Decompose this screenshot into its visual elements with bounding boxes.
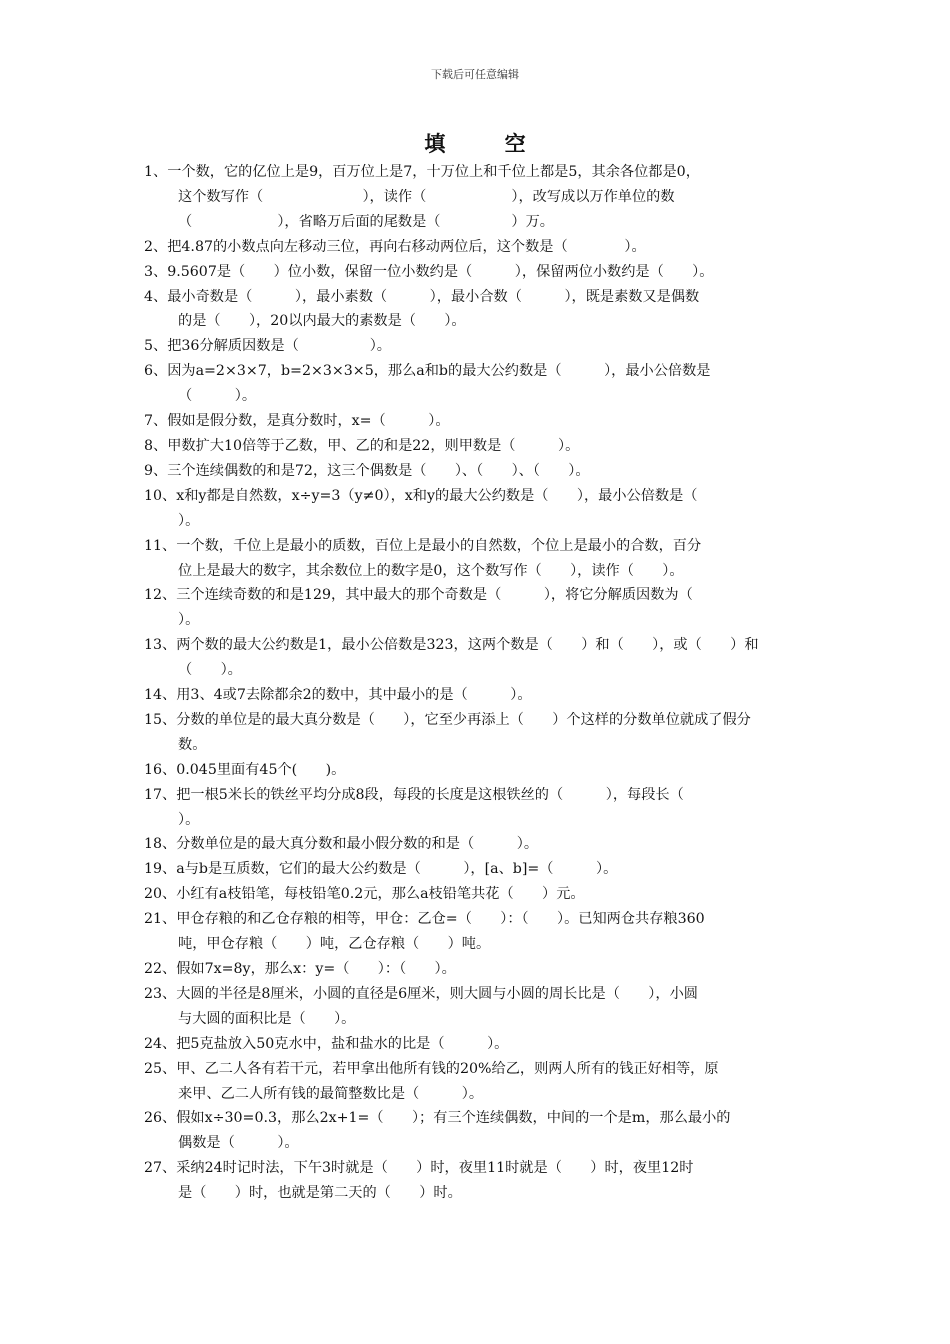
question-text: 18、分数单位是的最大真分数和最小假分数的和是（ ）。 xyxy=(144,836,539,853)
question-item xyxy=(144,982,812,1032)
question-item xyxy=(144,235,812,260)
question-text: 27、采纳24时记时法，下午3时就是（ ）时，夜里11时就是（ ）时，夜里12时 xyxy=(144,1160,694,1177)
question-item xyxy=(144,459,812,484)
question-text: 11、一个数，千位上是最小的质数，百位上是最小的自然数，个位上是最小的合数，百分 xyxy=(144,537,702,554)
question-text: 7、假如是假分数，是真分数时，x=（ ）。 xyxy=(144,413,450,430)
question-continuation: 与大圆的面积比是（ ）。 xyxy=(178,1010,356,1027)
question-continuation: 的是（ ），20以内最大的素数是（ ）。 xyxy=(178,313,466,330)
question-text: 26、假如x÷30=0.3，那么2x+1=（ ）；有三个连续偶数，中间的一个是m，那么最小的 xyxy=(144,1110,731,1127)
question-item xyxy=(144,683,812,708)
question-continuation: ）。 xyxy=(178,512,200,529)
question-list xyxy=(144,160,812,1206)
question-text: 14、用3、4或7去除都余2的数中，其中最小的是（ ）。 xyxy=(144,687,532,704)
question-continuation: （ ）。 xyxy=(178,662,242,679)
question-item xyxy=(144,758,812,783)
question-continuation: （ ），省略万后面的尾数是（ ）万。 xyxy=(178,213,554,230)
question-text: 16、0.045里面有45个( )。 xyxy=(144,761,346,778)
question-text: 23、大圆的半径是8厘米，小圆的直径是6厘米，则大圆与小圆的周长比是（ ），小圆 xyxy=(144,985,698,1002)
header-note: 下载后可任意编辑 xyxy=(431,68,519,81)
question-item xyxy=(144,857,812,882)
question-continuation: 吨，甲仓存粮（ ）吨，乙仓存粮（ ）吨。 xyxy=(178,936,491,953)
question-continuation: （ ）。 xyxy=(178,388,257,405)
question-item xyxy=(144,334,812,359)
question-text: 20、小红有a枝铅笔，每枝铅笔0.2元，那么a枝铅笔共花（ ）元。 xyxy=(144,886,585,903)
question-item xyxy=(144,160,812,235)
page-title: 填 空 xyxy=(424,132,552,156)
question-item xyxy=(144,260,812,285)
question-item xyxy=(144,907,812,957)
question-item xyxy=(144,409,812,434)
question-text: 9、三个连续偶数的和是72，这三个偶数是（ ）、（ ）、（ ）。 xyxy=(144,462,590,479)
question-continuation: 来甲、乙二人所有钱的最简整数比是（ ）。 xyxy=(178,1085,484,1102)
question-continuation: 偶数是（ ）。 xyxy=(178,1135,299,1152)
question-text: 4、最小奇数是（ ），最小素数（ ），最小合数（ ），既是素数又是偶数 xyxy=(144,288,700,305)
question-continuation: ）。 xyxy=(178,612,200,629)
question-item xyxy=(144,359,812,409)
question-item xyxy=(144,1106,812,1156)
question-text: 15、分数的单位是的最大真分数是（ ），它至少再添上（ ）个这样的分数单位就成了假分 xyxy=(144,711,751,728)
question-text: 8、甲数扩大10倍等于乙数，甲、乙的和是22，则甲数是（ ）。 xyxy=(144,437,580,454)
question-item xyxy=(144,434,812,459)
question-text: 1、一个数，它的亿位上是9，百万位上是7，十万位上和千位上都是5，其余各位都是0， xyxy=(144,164,700,180)
question-item xyxy=(144,1032,812,1057)
question-text: 24、把5克盐放入50克水中，盐和盐水的比是（ ）。 xyxy=(144,1035,509,1052)
question-continuation: 是（ ）时，也就是第二天的（ ）时。 xyxy=(178,1185,462,1202)
question-item xyxy=(144,583,812,633)
question-item xyxy=(144,957,812,982)
question-item xyxy=(144,708,812,758)
question-item xyxy=(144,1057,812,1107)
question-text: 5、把36分解质因数是（ ）。 xyxy=(144,338,391,355)
question-text: 2、把4.87的小数点向左移动三位，再向右移动两位后，这个数是（ ）。 xyxy=(144,238,646,255)
question-text: 12、三个连续奇数的和是129，其中最大的那个奇数是（ ），将它分解质因数为（ xyxy=(144,587,693,604)
question-text: 22、假如7x=8y，那么x：y=（ ）：（ ）。 xyxy=(144,961,456,977)
question-text: 6、因为a=2×3×7，b=2×3×3×5，那么a和b的最大公约数是（ ），最小公倍数是 xyxy=(144,363,711,380)
question-item xyxy=(144,484,812,534)
question-text: 19、a与b是互质数，它们的最大公约数是（ ），[a、b]=（ ）。 xyxy=(144,861,618,878)
question-item xyxy=(144,285,812,335)
question-text: 3、9.5607是（ ）位小数，保留一位小数约是（ ），保留两位小数约是（ ）。 xyxy=(144,263,714,280)
question-text: 17、把一根5米长的铁丝平均分成8段，每段的长度是这根铁丝的（ ），每段长（ xyxy=(144,786,684,803)
question-item xyxy=(144,1156,812,1206)
question-text: 13、两个数的最大公约数是1，最小公倍数是323，这两个数是（ ）和（ ），或（ ）和 xyxy=(144,637,759,654)
question-item xyxy=(144,534,812,584)
question-continuation: ）。 xyxy=(178,811,200,828)
question-continuation: 数。 xyxy=(178,736,207,753)
question-continuation: 位上是最大的数字，其余数位上的数字是0，这个数写作（ ），读作（ ）。 xyxy=(178,562,684,579)
question-item xyxy=(144,882,812,907)
question-text: 21、甲仓存粮的和乙仓存粮的相等，甲仓：乙仓=（ ）：（ ）。已知两仓共存粮360 xyxy=(144,911,705,928)
question-item xyxy=(144,633,812,683)
question-item xyxy=(144,832,812,857)
question-text: 25、甲、乙二人各有若干元，若甲拿出他所有钱的20%给乙，则两人所有的钱正好相等，原 xyxy=(144,1060,719,1077)
question-continuation: 这个数写作（ ），读作（ ），改写成以万作单位的数 xyxy=(178,188,675,205)
question-text: 10、x和y都是自然数，x÷y=3（y≠0），x和y的最大公约数是（ ），最小公倍数是（ xyxy=(144,487,698,504)
question-item xyxy=(144,783,812,833)
